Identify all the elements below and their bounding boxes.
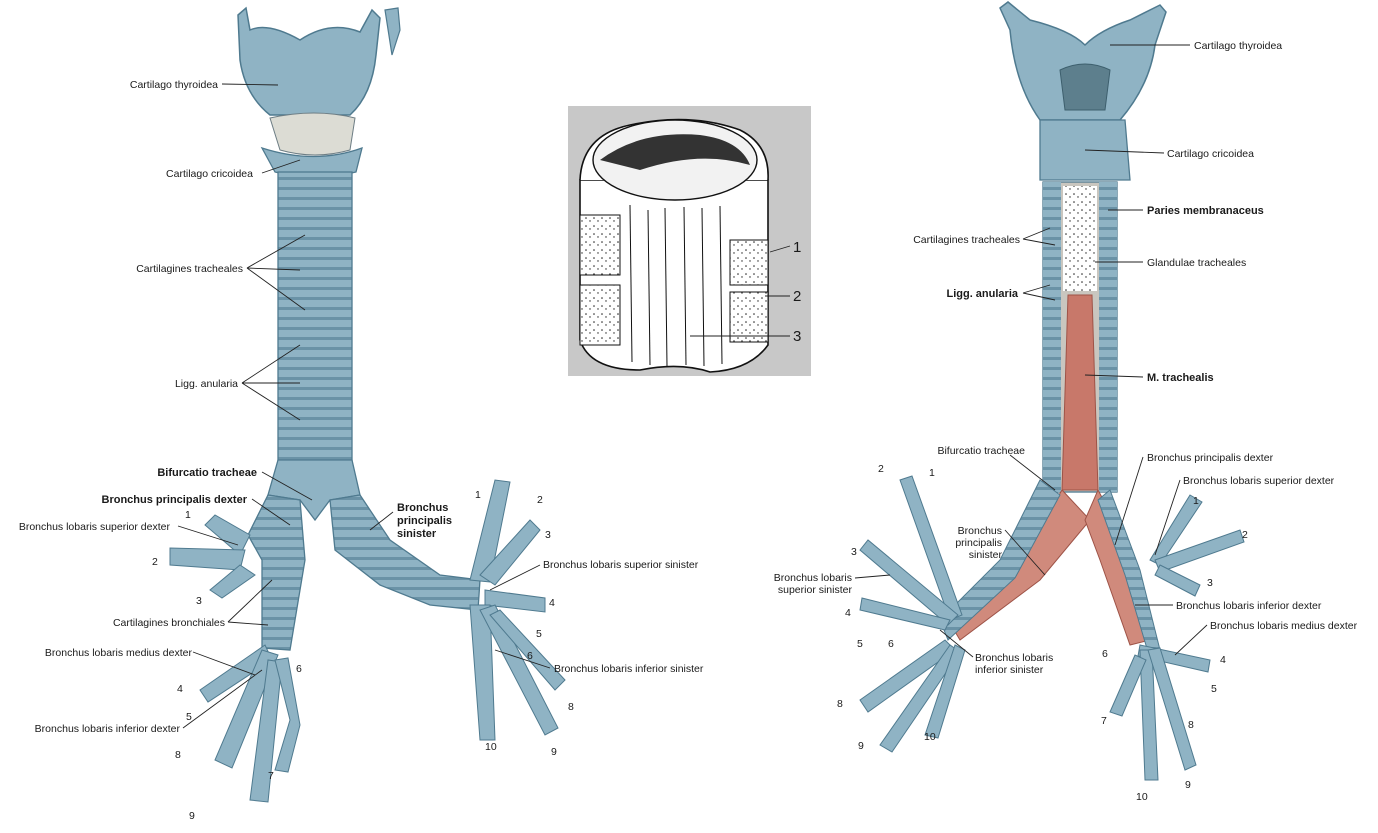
label-left-bronchus-principalis-sinister-1: Bronchus [397,502,449,514]
right-seg-num: 2 [878,463,884,475]
label-left-cartilago-cricoidea: Cartilago cricoidea [166,168,253,180]
label-right-bronchus-principalis-sinister-2: principalis [955,537,1002,549]
center-num-2: 2 [793,288,802,305]
label-right-cartilagines-tracheales: Cartilagines tracheales [913,234,1020,246]
right-seg-num: 3 [1207,577,1213,589]
left-seg-num: 5 [186,711,192,723]
left-seg-num: 4 [549,597,555,609]
left-ri-branch-3 [275,658,300,772]
right-seg-num: 5 [857,638,863,650]
center-trachea-section [568,106,811,376]
label-right-cartilago-cricoidea: Cartilago cricoidea [1167,148,1254,160]
left-seg-num: 1 [475,489,481,501]
label-left-bronchus-lobaris-inferior-dexter: Bronchus lobaris inferior dexter [34,723,180,735]
left-trachea-rings [278,172,352,462]
left-seg-num: 8 [568,701,574,713]
label-right-bronchus-lobaris-inferior-dexter: Bronchus lobaris inferior dexter [1176,600,1322,612]
left-seg-num: 3 [545,529,551,541]
left-trachea-illustration [170,8,565,802]
label-left-cartilago-thyroidea: Cartilago thyroidea [129,79,218,91]
label-right-paries-membranaceus: Paries membranaceus [1147,205,1264,217]
label-right-cartilago-thyroidea: Cartilago thyroidea [1194,40,1283,52]
left-seg-num: 5 [536,628,542,640]
center-cartilage-right-2 [730,292,768,342]
right-glands [1063,186,1097,291]
left-seg-num: 10 [485,741,497,753]
right-seg-num: 8 [1188,719,1194,731]
label-left-cartilagines-bronchiales: Cartilagines bronchiales [112,617,225,629]
label-left-cartilagines-tracheales: Cartilagines tracheales [136,263,243,275]
right-seg-num: 4 [845,607,851,619]
right-arytenoid [1060,64,1110,110]
right-cartilage-column-right [1099,182,1117,492]
right-seg-num: 4 [1220,654,1226,666]
center-num-3: 3 [793,328,802,345]
right-seg-num: 6 [1102,648,1108,660]
label-left-bronchus-principalis-dexter: Bronchus principalis dexter [101,494,247,506]
right-seg-num: 2 [1242,529,1248,541]
right-seg-num: 1 [929,467,935,479]
right-seg-num: 1 [1193,495,1199,507]
left-seg-num: 6 [527,650,533,662]
right-seg-num: 10 [924,731,936,743]
center-cartilage-left-1 [580,215,620,275]
label-right-bronchus-lobaris-medius-dexter: Bronchus lobaris medius dexter [1210,620,1358,632]
left-right-main-bronchus [248,495,305,650]
left-seg-num: 7 [268,770,274,782]
right-seg-num: 10 [1136,791,1148,803]
label-right-bronchus-principalis-dexter: Bronchus principalis dexter [1147,452,1274,464]
center-cartilage-right-1 [730,240,768,285]
label-left-bronchus-principalis-sinister-2: principalis [397,515,453,527]
label-left-bifurcatio-tracheae: Bifurcatio tracheae [157,467,257,479]
right-seg-num: 3 [851,546,857,558]
label-right-bronchus-lobaris-superior-dexter: Bronchus lobaris superior dexter [1183,475,1335,487]
label-left-bronchus-lobaris-medius-dexter: Bronchus lobaris medius dexter [44,647,192,659]
label-right-bronchus-principalis-sinister-3: sinister [968,549,1002,561]
left-seg-num: 8 [175,749,181,761]
left-thyroid-cartilage [238,8,380,115]
center-num-1: 1 [793,239,802,256]
left-seg-num: 1 [185,509,191,521]
left-seg-num: 4 [177,683,183,695]
right-trachealis-muscle [1062,295,1098,490]
left-seg-num: 9 [551,746,557,758]
label-left-ligg-anularia: Ligg. anularia [174,378,238,390]
left-seg-num: 2 [152,556,158,568]
right-seg-num: 8 [837,698,843,710]
left-cricothyroid-membrane [270,113,355,155]
label-right-bifurcatio-tracheae: Bifurcatio tracheae [937,445,1025,457]
center-cartilage-left-2 [580,285,620,345]
label-left-bronchus-principalis-sinister-3: sinister [397,528,437,540]
right-seg-num: 9 [858,740,864,752]
left-seg-num: 6 [296,663,302,675]
label-right-bronchus-lobaris-superior-sinister-2: superior sinister [777,584,852,596]
right-seg-num: 6 [888,638,894,650]
label-left-bronchus-lobaris-superior-sinister: Bronchus lobaris superior sinister [543,559,699,571]
label-right-bronchus-lobaris-inferior-sinister-1: Bronchus lobaris [975,652,1054,664]
right-seg-num: 9 [1185,779,1191,791]
label-left-bronchus-lobaris-inferior-sinister: Bronchus lobaris inferior sinister [554,663,704,675]
label-right-bronchus-lobaris-superior-sinister-1: Bronchus lobaris [773,572,852,584]
right-seg-num: 7 [1101,715,1107,727]
label-right-bronchus-lobaris-inferior-sinister-2: inferior sinister [975,664,1044,676]
label-right-ligg-anularia: Ligg. anularia [946,288,1018,300]
label-right-bronchus-principalis-sinister-1: Bronchus [957,525,1002,537]
left-seg-num: 3 [196,595,202,607]
label-left-bronchus-lobaris-superior-dexter: Bronchus lobaris superior dexter [18,521,170,533]
right-seg-num: 5 [1211,683,1217,695]
right-cartilage-column-left [1043,182,1061,492]
left-thyroid-horn [385,8,400,55]
left-seg-num: 9 [189,810,195,822]
right-rsl-branch-3 [1155,565,1200,596]
right-ri-branch-3 [1110,655,1146,716]
label-right-glandulae-tracheales: Glandulae tracheales [1147,257,1247,269]
left-seg-num: 2 [537,494,543,506]
label-right-m-trachealis: M. trachealis [1147,372,1214,384]
left-rsl-branch-2 [170,548,245,570]
